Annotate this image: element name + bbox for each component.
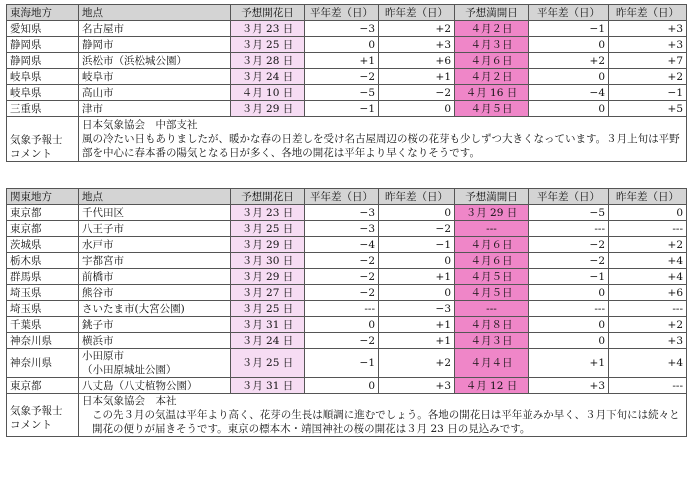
full-date-cell: ４月６日 xyxy=(455,53,529,69)
bloom-date-cell: ３月 31 日 xyxy=(231,317,305,333)
pref-cell: 埼玉県 xyxy=(7,301,79,317)
header-bloom-diff-avg: 平年差（日） xyxy=(305,5,379,21)
table-row xyxy=(7,378,687,394)
bloom-date-cell: ３月 31 日 xyxy=(231,378,305,394)
header-bloom-date: 予想開花日 xyxy=(231,189,305,205)
bloom-diff-last-cell: −2 xyxy=(379,221,455,237)
bloom-diff-last-cell: 0 xyxy=(379,101,455,117)
kanto-forecast-table xyxy=(6,188,687,437)
full-date-cell: --- xyxy=(455,221,529,237)
bloom-diff-avg-cell: −3 xyxy=(305,221,379,237)
table-row xyxy=(7,69,687,85)
point-cell: 八丈島（八丈植物公園） xyxy=(79,378,231,394)
bloom-date-cell: ３月 23 日 xyxy=(231,21,305,37)
pref-cell: 茨城県 xyxy=(7,237,79,253)
pref-cell: 東京都 xyxy=(7,378,79,394)
bloom-diff-avg-cell: −2 xyxy=(305,285,379,301)
bloom-diff-avg-cell: −1 xyxy=(305,101,379,117)
point-cell: 千代田区 xyxy=(79,205,231,221)
full-date-cell: --- xyxy=(455,301,529,317)
full-diff-avg-cell: +2 xyxy=(529,53,609,69)
table-row xyxy=(7,221,687,237)
full-diff-avg-cell: --- xyxy=(529,221,609,237)
bloom-diff-last-cell: −3 xyxy=(379,301,455,317)
bloom-diff-last-cell: +3 xyxy=(379,37,455,53)
table-row xyxy=(7,333,687,349)
table-row xyxy=(7,37,687,53)
comment-row xyxy=(7,117,687,162)
full-date-cell: ４月２日 xyxy=(455,21,529,37)
table-row xyxy=(7,317,687,333)
bloom-diff-avg-cell: −1 xyxy=(305,349,379,378)
point-cell: 熊谷市 xyxy=(79,285,231,301)
tokai-forecast-table xyxy=(6,4,687,162)
full-diff-last-cell: +3 xyxy=(609,37,687,53)
header-bloom-date: 予想開花日 xyxy=(231,5,305,21)
table-row xyxy=(7,53,687,69)
full-date-cell: ４月４日 xyxy=(455,349,529,378)
full-diff-avg-cell: 0 xyxy=(529,37,609,53)
full-diff-avg-cell: +1 xyxy=(529,349,609,378)
point-cell: 宇都宮市 xyxy=(79,253,231,269)
bloom-diff-avg-cell: −3 xyxy=(305,205,379,221)
full-diff-avg-cell: 0 xyxy=(529,69,609,85)
bloom-date-cell: ３月 30 日 xyxy=(231,253,305,269)
full-diff-last-cell: +3 xyxy=(609,333,687,349)
bloom-diff-avg-cell: 0 xyxy=(305,37,379,53)
bloom-diff-avg-cell: −2 xyxy=(305,333,379,349)
bloom-diff-avg-cell: 0 xyxy=(305,317,379,333)
full-date-cell: ４月６日 xyxy=(455,253,529,269)
table-row xyxy=(7,253,687,269)
comment-org: 日本気象協会 中部支社 xyxy=(82,119,198,131)
full-date-cell: ４月５日 xyxy=(455,269,529,285)
header-point: 地点 xyxy=(79,189,231,205)
pref-cell: 静岡県 xyxy=(7,37,79,53)
full-diff-last-cell: +4 xyxy=(609,349,687,378)
full-diff-last-cell: 0 xyxy=(609,205,687,221)
comment-label-line2: コメント xyxy=(10,419,52,431)
full-diff-avg-cell: --- xyxy=(529,301,609,317)
full-diff-last-cell: −1 xyxy=(609,85,687,101)
bloom-diff-last-cell: +1 xyxy=(379,333,455,349)
full-diff-last-cell: +3 xyxy=(609,21,687,37)
bloom-diff-avg-cell: −5 xyxy=(305,85,379,101)
full-diff-last-cell: +4 xyxy=(609,269,687,285)
pref-cell: 神奈川県 xyxy=(7,333,79,349)
full-diff-last-cell: +6 xyxy=(609,285,687,301)
full-date-cell: ４月３日 xyxy=(455,333,529,349)
table-row xyxy=(7,237,687,253)
comment-body xyxy=(79,394,687,437)
header-full-diff-last: 昨年差（日） xyxy=(609,5,687,21)
bloom-diff-avg-cell: −2 xyxy=(305,269,379,285)
pref-cell: 栃木県 xyxy=(7,253,79,269)
table-row xyxy=(7,21,687,37)
table-row xyxy=(7,101,687,117)
header-full-diff-avg: 平年差（日） xyxy=(529,189,609,205)
full-diff-last-cell: +2 xyxy=(609,69,687,85)
table-row xyxy=(7,85,687,101)
point-cell xyxy=(79,349,231,378)
point-subname: （小田原城址公園） xyxy=(82,364,177,376)
pref-cell: 三重県 xyxy=(7,101,79,117)
bloom-date-cell: ３月 24 日 xyxy=(231,69,305,85)
bloom-diff-last-cell: 0 xyxy=(379,205,455,221)
point-cell: 八王子市 xyxy=(79,221,231,237)
full-diff-avg-cell: −1 xyxy=(529,269,609,285)
full-diff-last-cell: +4 xyxy=(609,253,687,269)
table-row xyxy=(7,349,687,378)
full-date-cell: ４月２日 xyxy=(455,69,529,85)
full-date-cell: ４月 16 日 xyxy=(455,85,529,101)
header-bloom-diff-last: 昨年差（日） xyxy=(379,189,455,205)
bloom-diff-avg-cell: −2 xyxy=(305,69,379,85)
full-date-cell: ４月３日 xyxy=(455,37,529,53)
bloom-diff-last-cell: +2 xyxy=(379,349,455,378)
full-diff-avg-cell: 0 xyxy=(529,101,609,117)
bloom-diff-last-cell: +1 xyxy=(379,69,455,85)
bloom-diff-last-cell: 0 xyxy=(379,253,455,269)
bloom-date-cell: ４月 10 日 xyxy=(231,85,305,101)
bloom-diff-avg-cell: −4 xyxy=(305,237,379,253)
full-date-cell: ３月 29 日 xyxy=(455,205,529,221)
comment-row xyxy=(7,394,687,437)
pref-cell: 神奈川県 xyxy=(7,349,79,378)
comment-label-line1: 気象予報士 xyxy=(10,134,63,146)
comment-body xyxy=(79,117,687,162)
table-header-row xyxy=(7,5,687,21)
full-diff-avg-cell: 0 xyxy=(529,317,609,333)
full-diff-avg-cell: −1 xyxy=(529,21,609,37)
full-diff-last-cell: --- xyxy=(609,378,687,394)
pref-cell: 東京都 xyxy=(7,221,79,237)
full-diff-avg-cell: −5 xyxy=(529,205,609,221)
point-cell: 高山市 xyxy=(79,85,231,101)
header-bloom-diff-last: 昨年差（日） xyxy=(379,5,455,21)
pref-cell: 埼玉県 xyxy=(7,285,79,301)
header-bloom-diff-avg: 平年差（日） xyxy=(305,189,379,205)
comment-label-line1: 気象予報士 xyxy=(10,405,63,417)
point-cell: 横浜市 xyxy=(79,333,231,349)
bloom-diff-last-cell: +2 xyxy=(379,21,455,37)
bloom-diff-last-cell: 0 xyxy=(379,285,455,301)
table-row xyxy=(7,205,687,221)
full-diff-avg-cell: −2 xyxy=(529,253,609,269)
pref-cell: 群馬県 xyxy=(7,269,79,285)
full-date-cell: ４月５日 xyxy=(455,285,529,301)
bloom-date-cell: ３月 25 日 xyxy=(231,37,305,53)
full-diff-avg-cell: −2 xyxy=(529,237,609,253)
header-region: 東海地方 xyxy=(7,5,79,21)
bloom-date-cell: ３月 24 日 xyxy=(231,333,305,349)
point-cell: 水戸市 xyxy=(79,237,231,253)
point-cell: 岐阜市 xyxy=(79,69,231,85)
header-full-diff-last: 昨年差（日） xyxy=(609,189,687,205)
full-date-cell: ４月５日 xyxy=(455,101,529,117)
point-cell: 銚子市 xyxy=(79,317,231,333)
bloom-date-cell: ３月 29 日 xyxy=(231,269,305,285)
bloom-date-cell: ３月 29 日 xyxy=(231,237,305,253)
bloom-date-cell: ３月 29 日 xyxy=(231,101,305,117)
header-full-diff-avg: 平年差（日） xyxy=(529,5,609,21)
comment-org: 日本気象協会 本社 xyxy=(82,395,177,407)
point-cell: 静岡市 xyxy=(79,37,231,53)
pref-cell: 静岡県 xyxy=(7,53,79,69)
table-row xyxy=(7,269,687,285)
bloom-date-cell: ３月 23 日 xyxy=(231,205,305,221)
point-cell: さいたま市(大宮公園) xyxy=(79,301,231,317)
point-cell: 津市 xyxy=(79,101,231,117)
full-diff-last-cell: +2 xyxy=(609,237,687,253)
full-date-cell: ４月６日 xyxy=(455,237,529,253)
comment-text: 風の冷たい日もありましたが、暖かな春の日差しを受け名古屋周辺の桜の花芽も少しずつ大きくなっています。３月上旬は平野部を中心に春本番の陽気となる日が多く、各地の開花は平年より早くなりそうです。 xyxy=(82,133,680,159)
header-full-date: 予想満開日 xyxy=(455,5,529,21)
table-row xyxy=(7,285,687,301)
header-region: 関東地方 xyxy=(7,189,79,205)
pref-cell: 岐阜県 xyxy=(7,69,79,85)
table-row xyxy=(7,301,687,317)
header-full-date: 予想満開日 xyxy=(455,189,529,205)
full-date-cell: ４月８日 xyxy=(455,317,529,333)
full-diff-avg-cell: 0 xyxy=(529,285,609,301)
full-diff-last-cell: +2 xyxy=(609,317,687,333)
bloom-diff-avg-cell: --- xyxy=(305,301,379,317)
full-diff-last-cell: +7 xyxy=(609,53,687,69)
bloom-diff-avg-cell: 0 xyxy=(305,378,379,394)
table-header-row xyxy=(7,189,687,205)
bloom-diff-avg-cell: +1 xyxy=(305,53,379,69)
bloom-diff-last-cell: +1 xyxy=(379,269,455,285)
full-diff-last-cell: --- xyxy=(609,301,687,317)
full-diff-avg-cell: −4 xyxy=(529,85,609,101)
bloom-diff-last-cell: +1 xyxy=(379,317,455,333)
point-name: 小田原市 xyxy=(82,350,124,362)
point-cell: 名古屋市 xyxy=(79,21,231,37)
full-diff-last-cell: --- xyxy=(609,221,687,237)
bloom-diff-last-cell: +3 xyxy=(379,378,455,394)
bloom-diff-avg-cell: −2 xyxy=(305,253,379,269)
full-diff-avg-cell: 0 xyxy=(529,333,609,349)
full-diff-last-cell: +5 xyxy=(609,101,687,117)
bloom-date-cell: ３月 25 日 xyxy=(231,301,305,317)
bloom-diff-last-cell: −1 xyxy=(379,237,455,253)
pref-cell: 愛知県 xyxy=(7,21,79,37)
bloom-date-cell: ３月 25 日 xyxy=(231,349,305,378)
pref-cell: 東京都 xyxy=(7,205,79,221)
bloom-diff-last-cell: −2 xyxy=(379,85,455,101)
full-diff-avg-cell: +3 xyxy=(529,378,609,394)
comment-label-line2: コメント xyxy=(10,148,52,160)
full-date-cell: ４月 12 日 xyxy=(455,378,529,394)
bloom-date-cell: ３月 28 日 xyxy=(231,53,305,69)
bloom-diff-last-cell: +6 xyxy=(379,53,455,69)
point-cell: 浜松市（浜松城公園） xyxy=(79,53,231,69)
pref-cell: 千葉県 xyxy=(7,317,79,333)
bloom-diff-avg-cell: −3 xyxy=(305,21,379,37)
bloom-date-cell: ３月 27 日 xyxy=(231,285,305,301)
comment-label xyxy=(7,394,79,437)
bloom-date-cell: ３月 25 日 xyxy=(231,221,305,237)
comment-label xyxy=(7,117,79,162)
pref-cell: 岐阜県 xyxy=(7,85,79,101)
point-cell: 前橋市 xyxy=(79,269,231,285)
header-point: 地点 xyxy=(79,5,231,21)
comment-text: この先３月の気温は平年より高く、花芽の生長は順調に進むでしょう。各地の開花日は平年並みか早く、３月下旬には続々と開花の便りが届きそうです。東京の標本木・靖国神社の桜の開花は３月 23 日の見込みです。 xyxy=(92,409,680,435)
